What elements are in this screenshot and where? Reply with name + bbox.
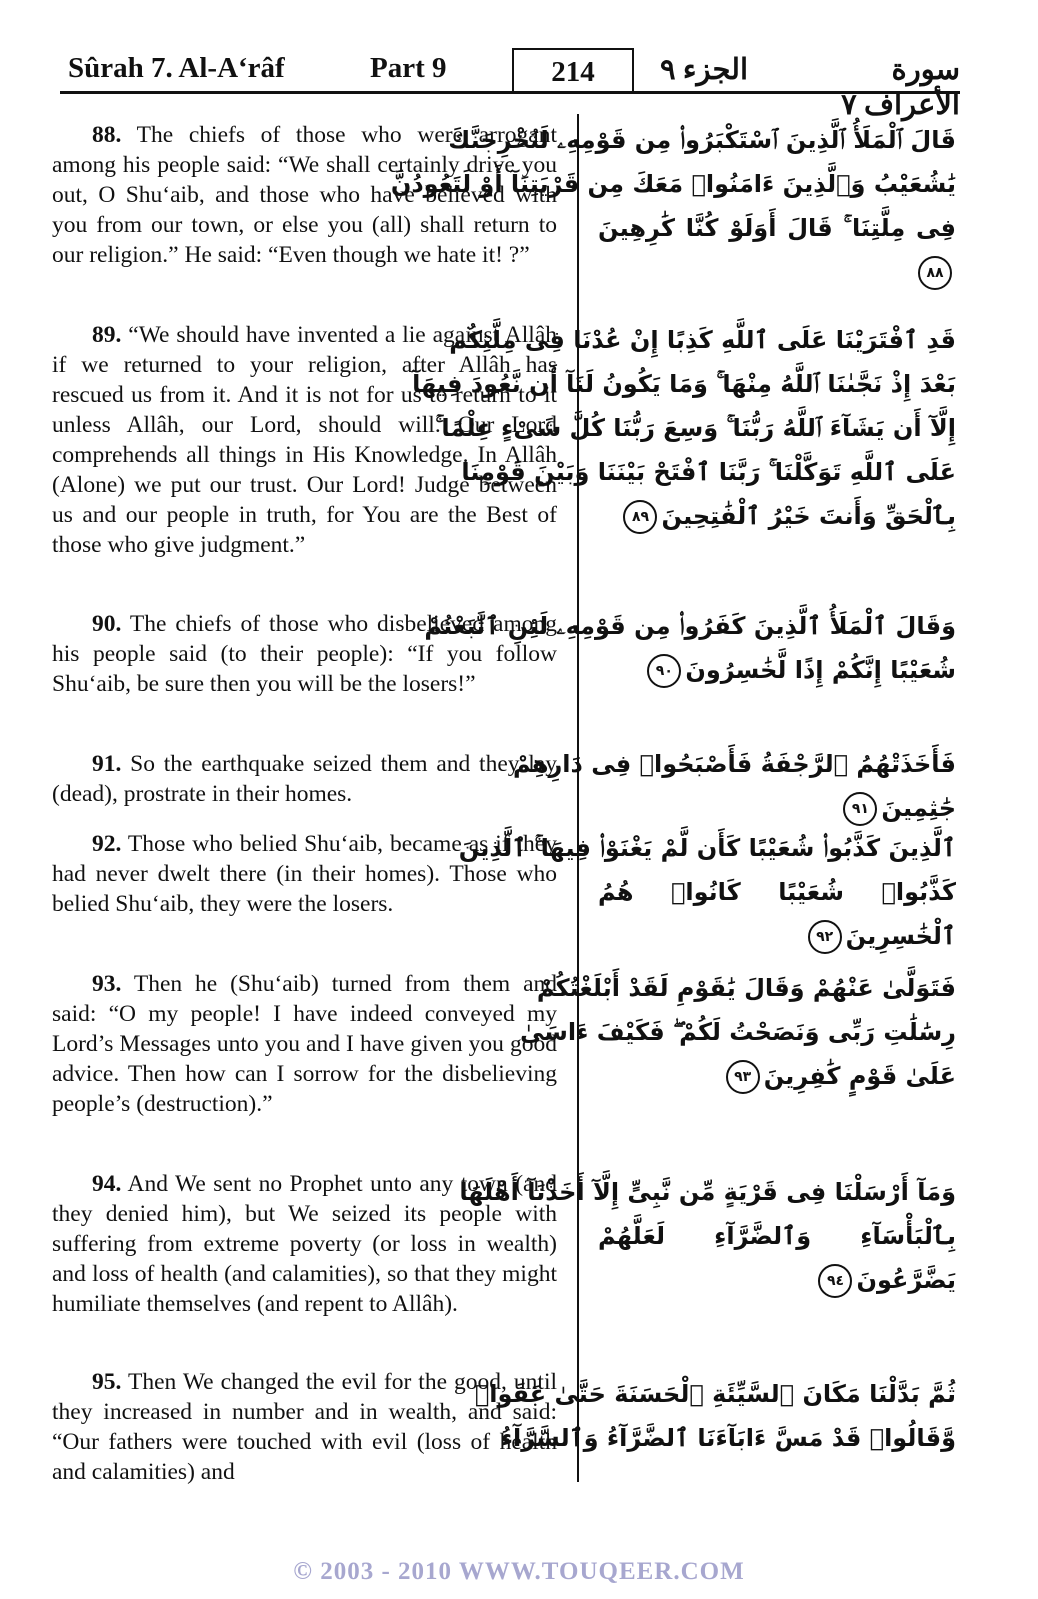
header-rule	[60, 91, 960, 94]
ayah-number-marker: ٨٩	[623, 500, 657, 534]
ayah-number-marker: ٩١	[843, 792, 877, 826]
verse-ar-91: فَأَخَذَتْهُمُ ٱلرَّجْفَةُ فَأَصْبَحُوا۟ فِى دَارِهِمْ جَٰثِمِينَ٩١	[598, 742, 956, 830]
verse-ar-92: ٱلَّذِينَ كَذَّبُوا۟ شُعَيْبًا كَأَن لَّمْ يَغْنَوْا۟ فِيهَا ۚ ٱلَّذِينَ كَذَّبُوا۟ شُعَيْبًا كَانُوا۟ هُمُ ٱلْخَٰسِرِينَ٩٢	[598, 826, 956, 958]
verse-ar-89: قَدِ ٱفْتَرَيْنَا عَلَى ٱللَّهِ كَذِبًا إِنْ عُدْنَا فِى مِلَّتِكُم بَعْدَ إِذْ نَجَّىٰنَا ٱللَّهُ مِنْهَا ۚ وَمَا يَكُونُ لَنَآ أَن نَّعُودَ فِيهَآ إِلَّآ أَن يَشَآءَ ٱللَّهُ رَبُّنَا ۚ وَسِعَ رَبُّنَا كُلَّ شَىْءٍ عِلْمًا ۚ عَلَى ٱللَّهِ تَوَكَّلْنَا ۚ رَبَّنَا ٱفْتَحْ بَيْنَنَا وَبَيْنَ قَوْمِنَا بِٱلْحَقِّ وَأَنتَ خَيْرُ ٱلْفَٰتِحِينَ٨٩	[598, 318, 956, 538]
verse-en-95: 95. Then We changed the evil for the good, until they increased in number and in wealth, and said: “Our fathers were touched with evil (loss of health and calamities) and	[52, 1369, 557, 1485]
verse-en-94: 94. And We sent no Prophet unto any town (and they denied him), but We seized its people with suffering from extreme poverty (or loss in wealth) and loss of health (and calamities), so that they might humiliate themselves (and repent to Allâh).	[52, 1171, 557, 1317]
verse-ar-93: فَتَوَلَّىٰ عَنْهُمْ وَقَالَ يَٰقَوْمِ لَقَدْ أَبْلَغْتُكُمْ رِسَٰلَٰتِ رَبِّى وَنَصَحْتُ لَكُمْ ۖ فَكَيْفَ ءَاسَىٰ عَلَىٰ قَوْمٍ كَٰفِرِينَ٩٣	[598, 966, 956, 1098]
verse-ar-88: قَالَ ٱلْمَلَأُ ٱلَّذِينَ ٱسْتَكْبَرُوا۟ مِن قَوْمِهِۦ لَنُخْرِجَنَّكَ يَٰشُعَيْبُ وَٱلَّذِينَ ءَامَنُوا۟ مَعَكَ مِن قَرْيَتِنَآ أَوْ لَتَعُودُنَّ فِى مِلَّتِنَا ۚ قَالَ أَوَلَوْ كُنَّا كَٰرِهِينَ٨٨	[598, 118, 956, 294]
surah-title-ar: سورة الأعراف ٧	[841, 54, 960, 121]
page-header	[60, 44, 960, 121]
juz-label-ar: الجزء ٩	[660, 54, 749, 86]
page-number: 214	[512, 48, 634, 92]
verse-ar-95: ثُمَّ بَدَّلْنَا مَكَانَ ٱلسَّيِّئَةِ ٱلْحَسَنَةَ حَتَّىٰ عَفَوا۟ وَّقَالُوا۟ قَدْ مَسَّ ءَابَآءَنَا ٱلضَّرَّآءُ وَٱلسَّرَّآءُ	[474, 1380, 956, 1452]
verse-en-91: 91. So the earthquake seized them and they lay (dead), prostrate in their homes.	[52, 751, 557, 807]
ayah-number-marker: ٩٠	[647, 654, 681, 688]
ayah-number-marker: ٩٣	[726, 1060, 760, 1094]
copyright-footer: © 2003 - 2010 WWW.TOUQEER.COM	[293, 1558, 745, 1585]
ayah-number-marker: ٩٢	[808, 920, 842, 954]
part-label-en: Part 9	[370, 52, 447, 84]
verse-en-92: 92. Those who belied Shu‘aib, became as if they had never dwelt there (in their homes). Those who belied Shu‘aib, they were the losers.	[52, 831, 557, 917]
verse-ar-94: وَمَآ أَرْسَلْنَا فِى قَرْيَةٍ مِّن نَّبِىٍّ إِلَّآ أَخَذْنَآ أَهْلَهَا بِٱلْبَأْسَآءِ وَٱلضَّرَّآءِ لَعَلَّهُمْ يَضَّرَّعُونَ٩٤	[598, 1170, 956, 1302]
verse-en-90: 90. The chiefs of those who disbelieved among his people said (to their people): “If you follow Shu‘aib, be sure then you will be the losers!”	[52, 611, 558, 697]
surah-title-en: Sûrah 7. Al-A‘râf	[68, 52, 285, 84]
ayah-number-marker: ٩٤	[818, 1264, 852, 1298]
verse-en-88: 88. The chiefs of those who were arrogant among his people said: “We shall certainly drive you out, O Shu‘aib, and those who have believed with you from our town, or else you (all) shall return to our religion.” He said: “Even though we hate it! ?”	[52, 122, 557, 268]
verse-en-89: 89. “We should have invented a lie against Allâh if we returned to your religion, after Allâh has rescued us from it. And it is not for us to return to it unless Allâh, our Lord, should will. Our Lord comprehends all things in His Knowledge. In Allâh (Alone) we put our trust. Our Lord! Judge between us and our people in truth, for You are the Best of those who give judgment.”	[52, 322, 557, 558]
verse-ar-90: وَقَالَ ٱلْمَلَأُ ٱلَّذِينَ كَفَرُوا۟ مِن قَوْمِهِۦ لَئِنِ ٱتَّبَعْتُمْ شُعَيْبًا إِنَّكُمْ إِذًا لَّخَٰسِرُونَ٩٠	[598, 604, 956, 692]
ayah-number-marker: ٨٨	[918, 256, 952, 290]
verse-en-93: 93. Then he (Shu‘aib) turned from them and said: “O my people! I have indeed conveyed my Lord’s Messages unto you and I have given you good advice. Then how can I sorrow for the disbelieving people’s (destruction).”	[52, 971, 558, 1117]
